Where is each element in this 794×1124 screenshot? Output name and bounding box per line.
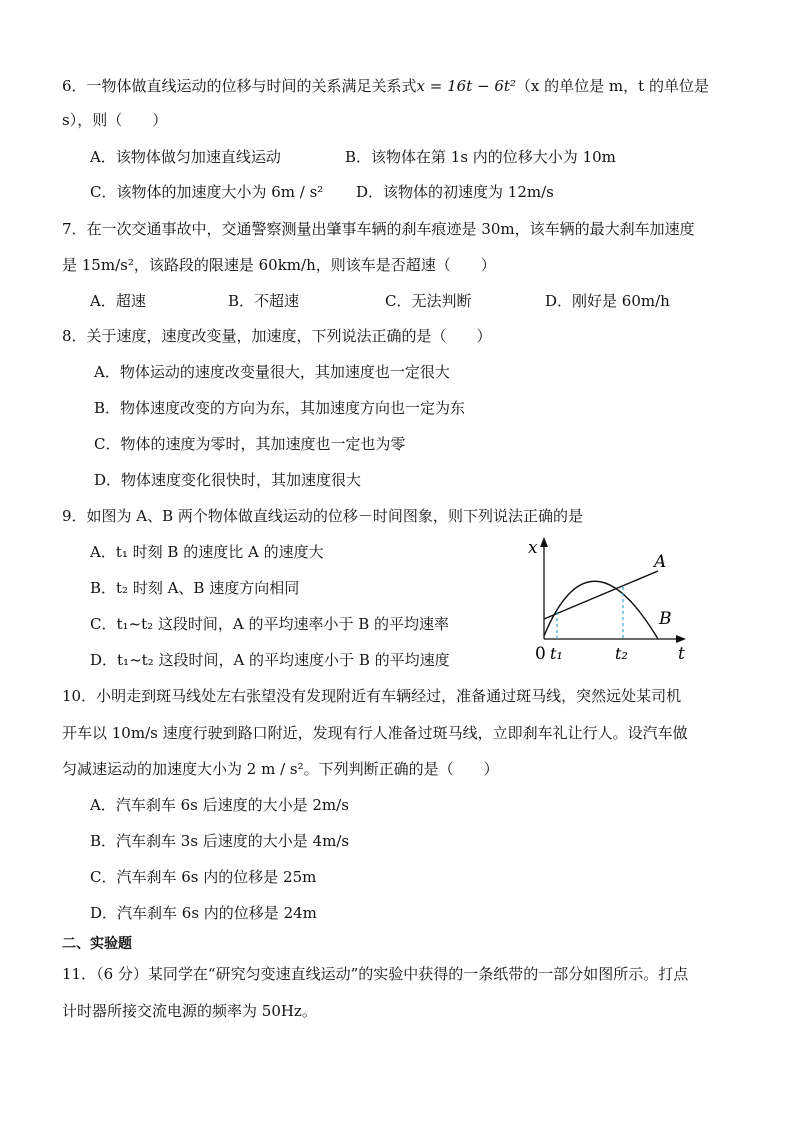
- q10-option-c: C．汽车刹车 6s 内的位移是 25m: [90, 868, 317, 886]
- q6-option-d: D．该物体的初速度为 12m/s: [356, 183, 554, 201]
- graph-series-b-label: B: [659, 609, 672, 629]
- q9-xt-graph: [528, 535, 708, 667]
- graph-t1-label: t₁: [550, 644, 563, 663]
- graph-y-arrow: [540, 537, 548, 547]
- q6-stem-b: （x 的单位是 m，t 的单位是: [515, 77, 709, 95]
- q8-stem: 8．关于速度，速度改变量，加速度，下列说法正确的是（ ）: [62, 327, 492, 345]
- graph-t2-label: t₂: [615, 644, 628, 663]
- q7-option-c: C．无法判断: [385, 292, 472, 310]
- q10-option-b: B．汽车刹车 3s 后速度的大小是 4m/s: [90, 832, 350, 850]
- q8-option-a: A．物体运动的速度改变量很大，其加速度也一定很大: [94, 363, 450, 381]
- q11-stem-line2: 计时器所接交流电源的频率为 50Hz。: [62, 1002, 317, 1020]
- q6-option-a: A．该物体做匀加速直线运动: [90, 148, 281, 166]
- q6-stem-a: 6．一物体做直线运动的位移与时间的关系满足关系式: [62, 77, 417, 95]
- q8-option-c: C．物体的速度为零时，其加速度也一定也为零: [94, 435, 406, 453]
- q6-stem-line1: [62, 76, 709, 96]
- q7-option-b: B．不超速: [228, 292, 300, 310]
- q7-stem-line2: 是 15m/s²，该路段的限速是 60km/h，则该车是否超速（ ）: [62, 256, 496, 274]
- q11-stem-line1: 11．（6 分）某同学在“研究匀变速直线运动”的实验中获得的一条纸带的一部分如图所示。打点: [62, 965, 689, 983]
- q10-stem-line3: 匀减速运动的加速度大小为 2 m / s²。下列判断正确的是（ ）: [62, 760, 499, 778]
- q7-option-a: A．超速: [90, 292, 146, 310]
- q10-option-a: A．汽车刹车 6s 后速度的大小是 2m/s: [90, 796, 349, 814]
- graph-origin-label: 0: [535, 644, 546, 664]
- q9-option-d: D．t₁~t₂ 这段时间，A 的平均速度小于 B 的平均速度: [90, 651, 450, 669]
- q6-stem-line2: s），则（ ）: [62, 111, 168, 129]
- series-b-curve: [544, 581, 658, 639]
- series-a-line: [544, 571, 658, 619]
- graph-y-label: x: [528, 538, 538, 558]
- q10-option-d: D．汽车刹车 6s 内的位移是 24m: [90, 904, 317, 922]
- graph-x-arrow: [676, 635, 686, 643]
- q8-option-d: D．物体速度变化很快时，其加速度很大: [94, 471, 362, 489]
- q9-stem: 9．如图为 A、B 两个物体做直线运动的位移－时间图象，则下列说法正确的是: [62, 507, 583, 525]
- q9-option-c: C．t₁~t₂ 这段时间，A 的平均速率小于 B 的平均速率: [90, 615, 450, 633]
- section-heading-experiment: 二、实验题: [62, 936, 132, 952]
- q10-stem-line2: 开车以 10m/s 速度行驶到路口附近，发现有行人准备过斑马线，立即刹车礼让行人。设汽车做: [62, 724, 688, 742]
- graph-series-a-label: A: [654, 552, 667, 572]
- q10-stem-line1: 10．小明走到斑马线处左右张望没有发现附近有车辆经过，准备通过斑马线，突然远处某司机: [62, 687, 682, 705]
- q6-formula: x = 16t − 6t²: [416, 77, 516, 95]
- q9-option-a: A．t₁ 时刻 B 的速度比 A 的速度大: [90, 543, 324, 561]
- q8-option-b: B．物体速度改变的方向为东，其加速度方向也一定为东: [94, 399, 466, 417]
- q9-option-b: B．t₂ 时刻 A、B 速度方向相同: [90, 579, 300, 597]
- q6-option-b: B．该物体在第 1s 内的位移大小为 10m: [345, 148, 616, 166]
- q7-option-d: D．刚好是 60m/h: [545, 292, 670, 310]
- q7-stem-line1: 7．在一次交通事故中，交通警察测量出肇事车辆的刹车痕迹是 30m，该车辆的最大刹车加速度: [62, 220, 695, 238]
- q6-option-c: C．该物体的加速度大小为 6m / s²: [90, 183, 324, 201]
- graph-x-label: t: [678, 644, 685, 664]
